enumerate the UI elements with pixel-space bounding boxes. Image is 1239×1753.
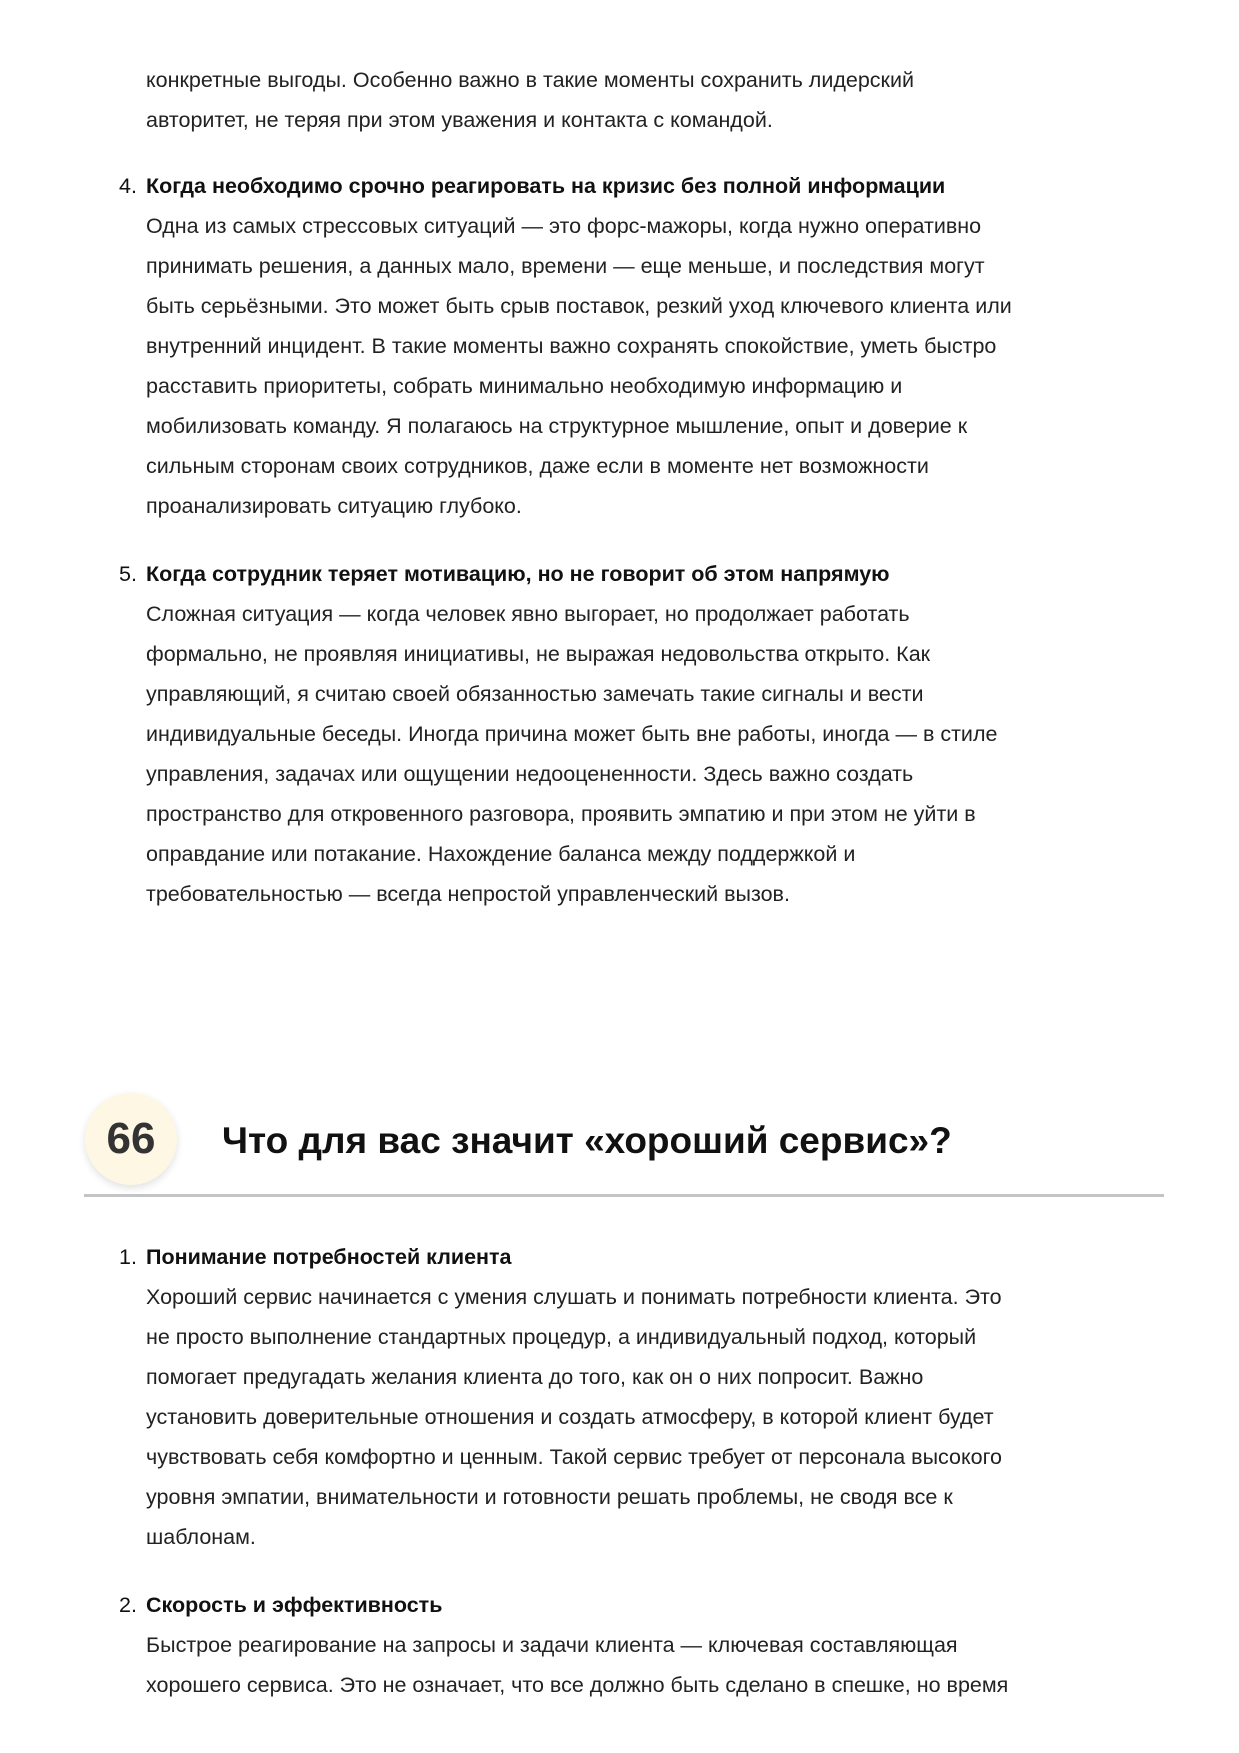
intro-paragraph (146, 60, 1206, 140)
section-divider (84, 1194, 1164, 1197)
list-item-title (119, 166, 1206, 206)
list-item (119, 166, 1206, 526)
text-line: Сложная ситуация — когда человек явно выгорает, но продолжает работать (146, 602, 910, 626)
text-line: мобилизовать команду. Я полагаюсь на структурное мышление, опыт и доверие к (146, 414, 968, 438)
text-line: уровня эмпатии, внимательности и готовности решать проблемы, не сводя все к (146, 1485, 953, 1509)
list-item-title (119, 1237, 1206, 1277)
list-item-title (119, 1585, 1206, 1625)
list-item (119, 1585, 1206, 1705)
list-number: 5. (119, 562, 137, 586)
section-title: Что для вас значит «хороший сервис»? (222, 1120, 952, 1161)
text-line: управляющий, я считаю своей обязанностью замечать такие сигналы и вести (146, 682, 924, 706)
text-line: хорошего сервиса. Это не означает, что все должно быть сделано в спешке, но время (146, 1673, 1009, 1697)
text-line: установить доверительные отношения и создать атмосферу, в которой клиент будет (146, 1405, 994, 1429)
text-line: сильным сторонам своих сотрудников, даже если в моменте нет возможности (146, 454, 929, 478)
text-line: индивидуальные беседы. Иногда причина может быть вне работы, иногда — в стиле (146, 722, 998, 746)
list-item (119, 1237, 1206, 1557)
text-line: не просто выполнение стандартных процедур, а индивидуальный подход, который (146, 1325, 977, 1349)
text-line: помогает предугадать желания клиента до того, как он о них попросит. Важно (146, 1365, 924, 1389)
text-line: внутренний инцидент. В такие моменты важно сохранять спокойствие, уметь быстро (146, 334, 997, 358)
text-line: расставить приоритеты, собрать минимально необходимую информацию и (146, 374, 903, 398)
text-line: проанализировать ситуацию глубоко. (146, 494, 522, 518)
list-number: 1. (119, 1245, 137, 1269)
text-line: быть серьёзными. Это может быть срыв поставок, резкий уход ключевого клиента или (146, 294, 1012, 318)
text-line: принимать решения, а данных мало, времени — еще меньше, и последствия могут (146, 254, 985, 278)
text-line: Быстрое реагирование на запросы и задачи клиента — ключевая составляющая (146, 1633, 958, 1657)
text-line: пространство для откровенного разговора, проявить эмпатию и при этом не уйти в (146, 802, 976, 826)
text-line: Одна из самых стрессовых ситуаций — это форс-мажоры, когда нужно оперативно (146, 214, 982, 238)
text-line: шаблонам. (146, 1525, 256, 1549)
list-item-heading: Скорость и эффективность (146, 1593, 443, 1617)
text-line: Хороший сервис начинается с умения слушать и понимать потребности клиента. Это (146, 1285, 1002, 1309)
text-line: авторитет, не теряя при этом уважения и контакта с командой. (146, 108, 773, 132)
list-item (119, 554, 1206, 914)
text-line: оправдание или потакание. Нахождение баланса между поддержкой и (146, 842, 856, 866)
text-line: управления, задачах или ощущении недооцененности. Здесь важно создать (146, 762, 914, 786)
text-line: формально, не проявляя инициативы, не выражая недовольства открыто. Как (146, 642, 931, 666)
text-line: требовательностью — всегда непростой управленческий вызов. (146, 882, 790, 906)
text-line: конкретные выгоды. Особенно важно в такие моменты сохранить лидерский (146, 68, 914, 92)
question-number-badge: 66 (85, 1093, 177, 1185)
text-line: чувствовать себя комфортно и ценным. Такой сервис требует от персонала высокого (146, 1445, 1002, 1469)
list-item-heading: Когда необходимо срочно реагировать на кризис без полной информации (146, 174, 946, 198)
list-item-heading: Понимание потребностей клиента (146, 1245, 512, 1269)
list-item-heading: Когда сотрудник теряет мотивацию, но не говорит об этом напрямую (146, 562, 890, 586)
list-number: 4. (119, 174, 137, 198)
list-item-title (119, 554, 1206, 594)
list-number: 2. (119, 1593, 137, 1617)
